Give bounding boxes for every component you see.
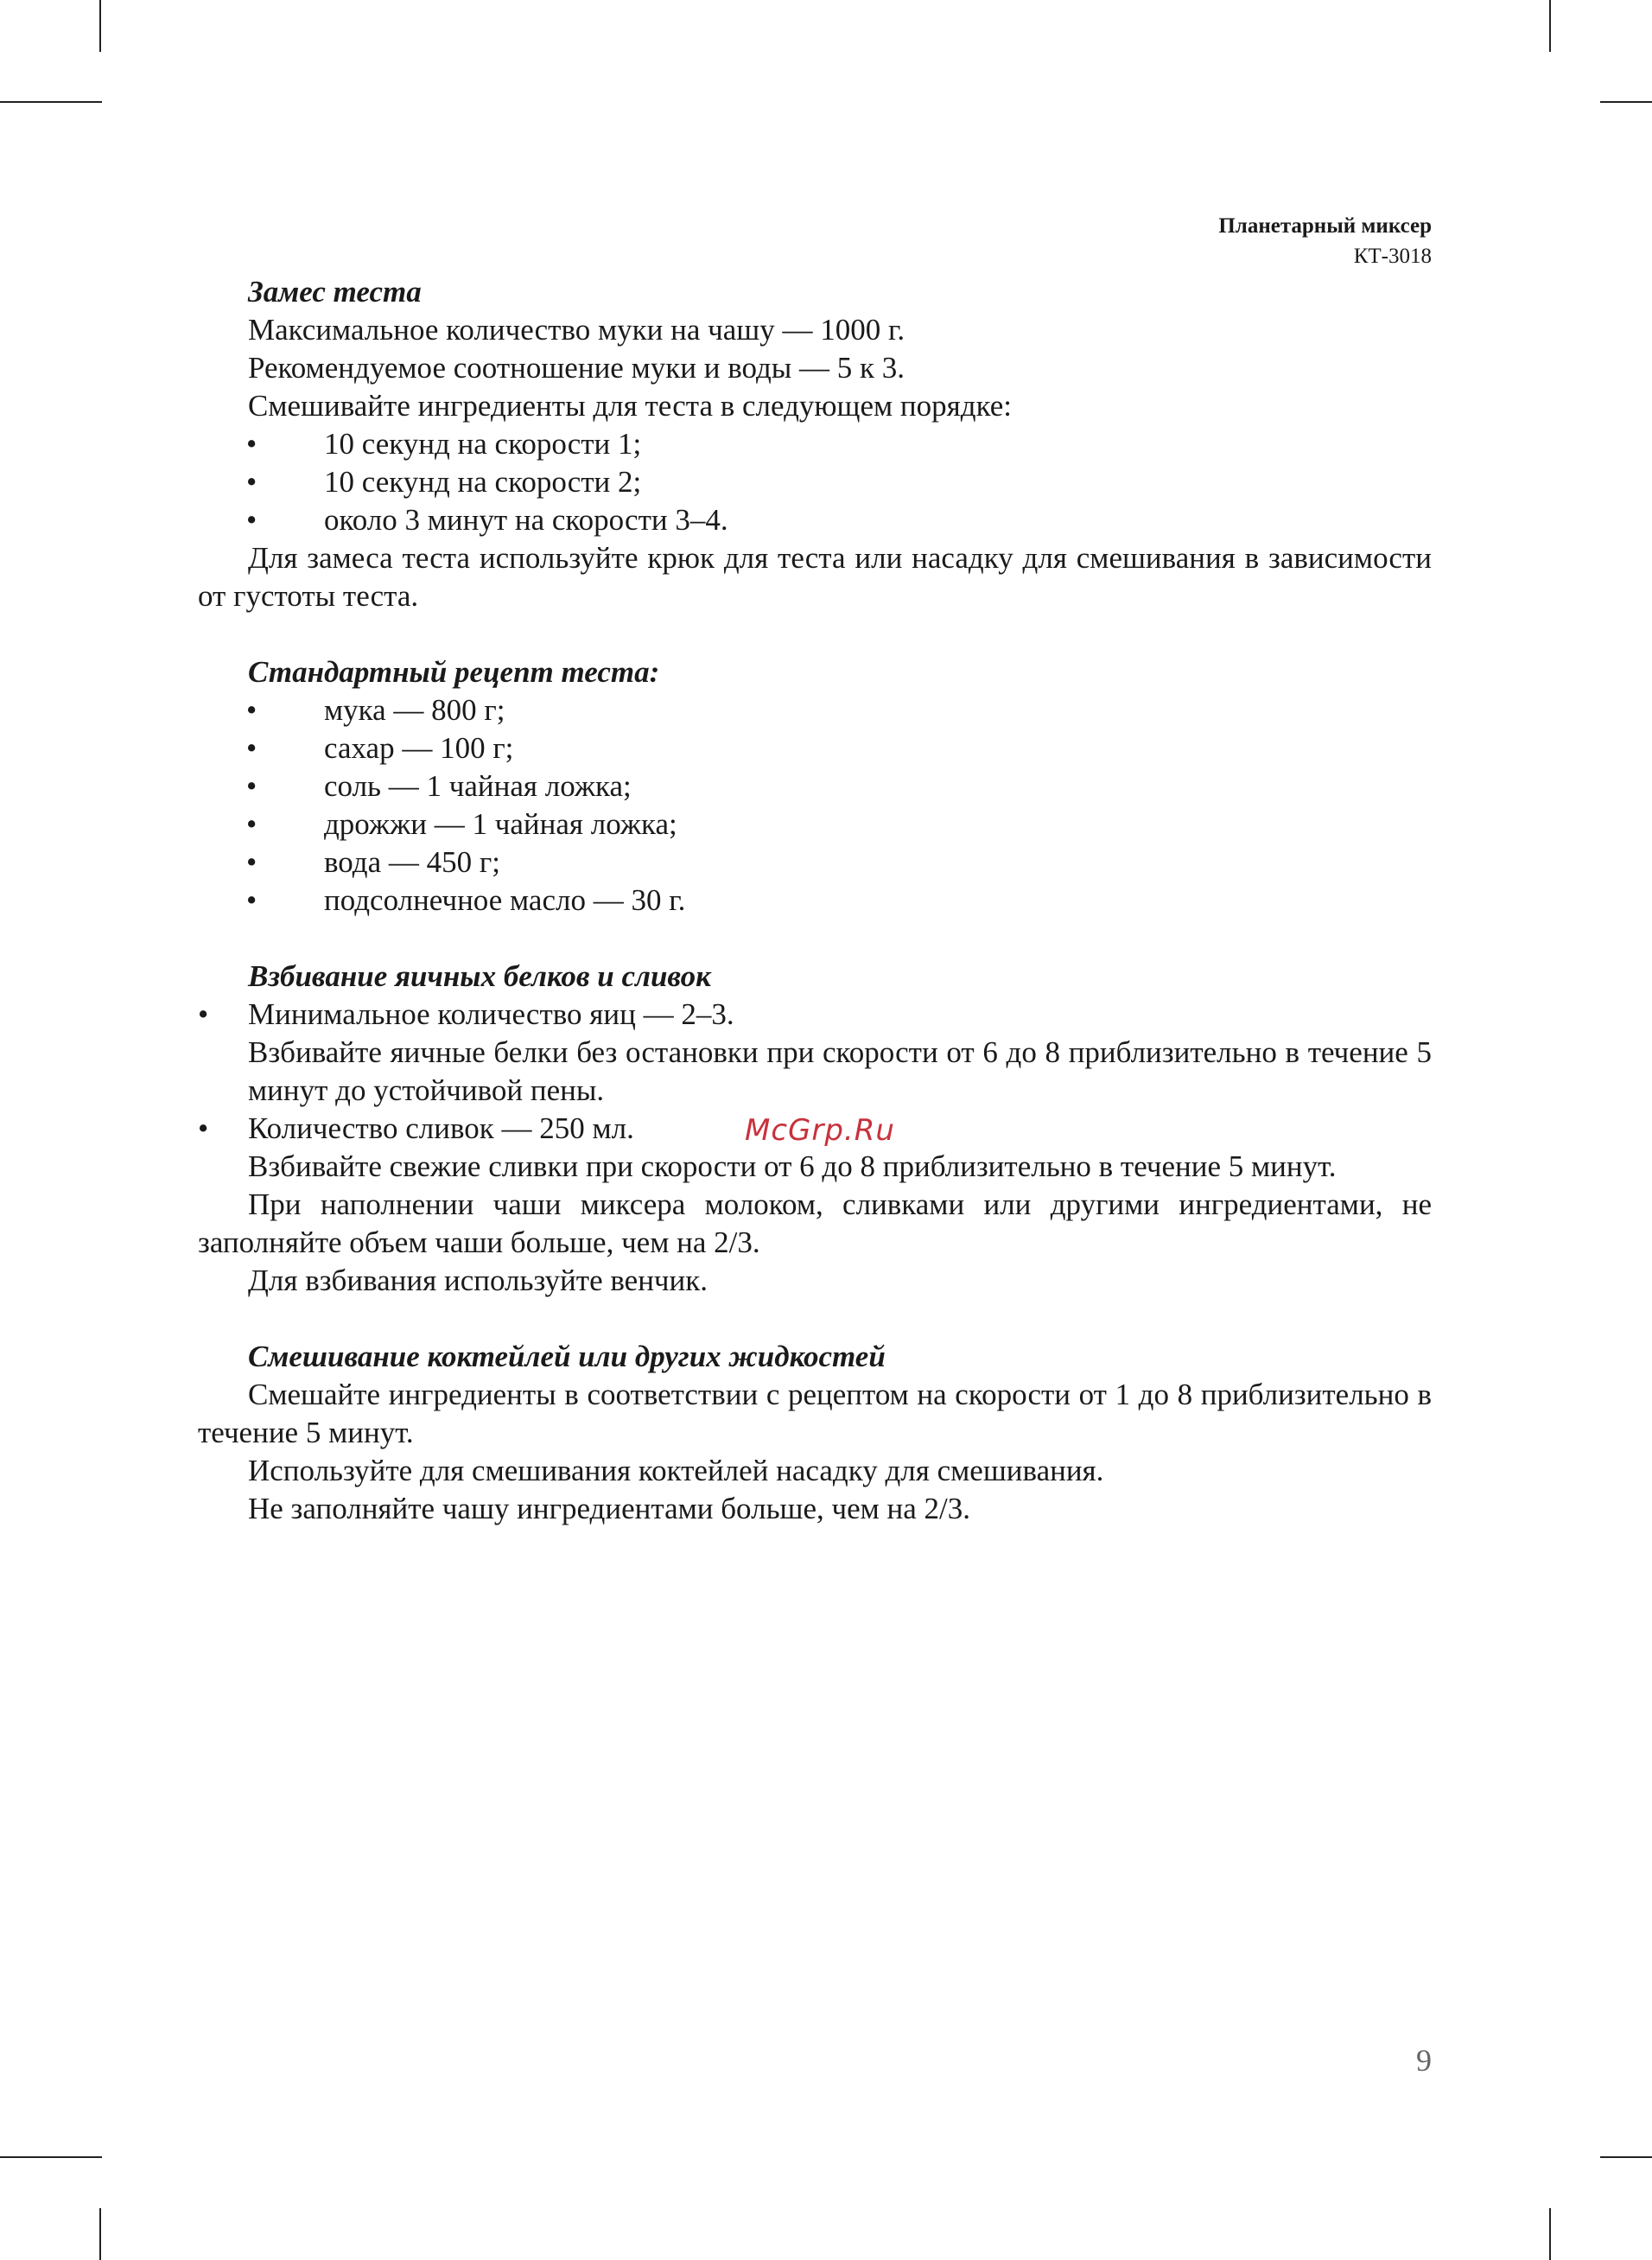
crop-mark <box>0 2156 102 2158</box>
list-item: • мука — 800 г; <box>198 691 1432 729</box>
paragraph: Для замеса теста используйте крюк для теста или насадку для смешивания в зависимости от густоты теста. <box>198 541 1432 613</box>
list-item: • Минимальное количество яиц — 2–3. <box>198 996 1432 1034</box>
paragraph: Смешайте ингредиенты в соответствии с рецептом на скорости от 1 до 8 приблизительно в течение 5 минут. <box>198 1378 1432 1449</box>
header-model: КТ-3018 <box>1353 245 1432 268</box>
paragraph: При наполнении чаши миксера молоком, сливками или другими ингредиентами, не заполняйте объем чаши больше, чем на 2/3. <box>198 1187 1432 1259</box>
list-item: • соль — 1 чайная ложка; <box>198 767 1432 805</box>
crop-mark <box>1600 2156 1652 2158</box>
paragraph: Не заполняйте чашу ингредиентами больше, чем на 2/3. <box>248 1492 971 1525</box>
list-item: • 10 секунд на скорости 1; <box>198 425 1432 463</box>
list-item: • вода — 450 г; <box>198 844 1432 882</box>
section-heading-recipe: Стандартный рецепт теста: <box>248 655 660 689</box>
paragraph: Максимальное количество муки на чашу — 1000 г. <box>248 313 905 347</box>
list-item: • сахар — 100 г; <box>198 729 1432 767</box>
page-number: 9 <box>1416 2043 1432 2078</box>
paragraph: Для взбивания используйте венчик. <box>248 1264 708 1297</box>
section-heading-dough: Замес теста <box>248 275 422 309</box>
paragraph: Рекомендуемое соотношение муки и воды — 5 к 3. <box>248 351 905 385</box>
crop-mark <box>99 0 101 52</box>
page-content <box>198 273 1432 1528</box>
paragraph: Взбивайте яичные белки без остановки при скорости от 6 до 8 приблизительно в течение 5 минут до устойчивой пены. <box>248 1035 1432 1107</box>
crop-mark <box>1549 0 1551 52</box>
list-item: • дрожжи — 1 чайная ложка; <box>198 805 1432 844</box>
paragraph: Смешивайте ингредиенты для теста в следующем порядке: <box>248 389 1012 423</box>
list-item: • 10 секунд на скорости 2; <box>198 463 1432 501</box>
list-item: • Количество сливок — 250 мл. <box>198 1110 1432 1148</box>
crop-mark <box>99 2208 101 2260</box>
crop-mark <box>0 101 102 103</box>
watermark: McGrp.Ru <box>745 1113 895 1148</box>
page-header <box>1218 211 1432 271</box>
crop-mark <box>1549 2208 1551 2260</box>
header-product: Планетарный миксер <box>1218 214 1432 238</box>
paragraph: Используйте для смешивания коктейлей насадку для смешивания. <box>248 1454 1104 1487</box>
section-heading-cocktails: Смешивание коктейлей или других жидкостей <box>248 1340 886 1373</box>
section-heading-whipping: Взбивание яичных белков и сливок <box>248 959 711 993</box>
list-item: • около 3 минут на скорости 3–4. <box>198 501 1432 539</box>
crop-mark <box>1600 101 1652 103</box>
paragraph: Взбивайте свежие сливки при скорости от 6 до 8 приблизительно в течение 5 минут. <box>248 1149 1337 1183</box>
list-item: • подсолнечное масло — 30 г. <box>198 882 1432 920</box>
